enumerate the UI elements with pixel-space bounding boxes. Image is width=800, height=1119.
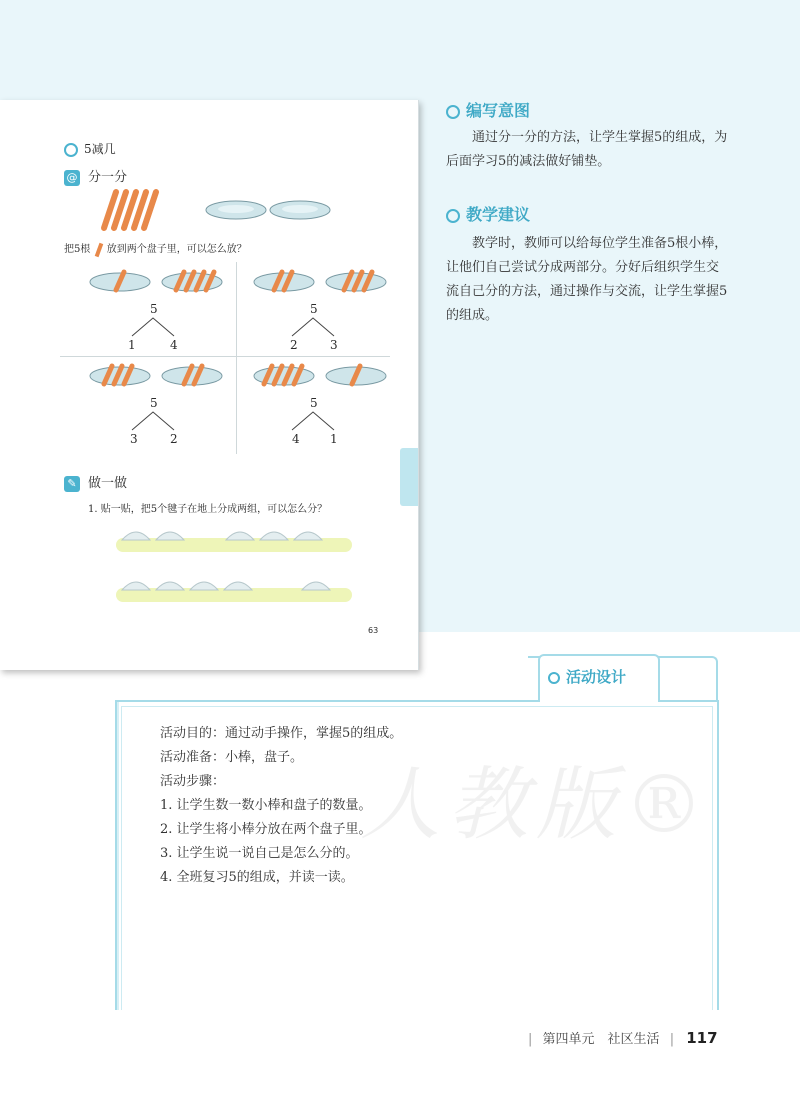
composition-left: 4 <box>292 432 300 446</box>
notes-panel <box>418 100 800 632</box>
intent-heading <box>446 98 530 121</box>
composition-right: 2 <box>170 432 178 446</box>
composition-total: 5 <box>150 302 158 316</box>
plates-pair <box>88 362 228 390</box>
intent-body: 通过分一分的方法，让学生掌握5的组成，为后面学习5的减法做好铺垫。 <box>446 130 728 169</box>
activity-goal: 活动目的：通过动手操作，掌握5的组成。 <box>160 726 403 741</box>
section-heading <box>64 140 116 157</box>
activity-step: 1. 让学生数一数小棒和盘子的数量。 <box>160 798 372 813</box>
activity-tab-label <box>548 666 626 687</box>
composition-branch <box>288 410 338 432</box>
composition-left: 2 <box>290 338 298 352</box>
composition-total: 5 <box>150 396 158 410</box>
pencil-icon: ✎ <box>64 476 80 492</box>
exercise-1: 1. 贴一贴，把5个毽子在地上分成两组，可以怎么分？ <box>88 504 328 515</box>
activity-tab-text: 活动设计 <box>566 668 627 686</box>
swirl-icon: @ <box>64 170 80 186</box>
shuttlecock-strips <box>116 516 352 606</box>
grid-divider-horizontal <box>60 356 390 357</box>
plates-pair <box>252 362 392 390</box>
instruction-after: 放到两个盘子里，可以怎么放？ <box>106 244 247 255</box>
textbook-page <box>0 100 419 670</box>
instruction-before: 把5根 <box>64 244 91 255</box>
composition-branch <box>288 316 338 338</box>
composition-total: 5 <box>310 396 318 410</box>
footer-unit: 第四单元 社区生活 <box>542 1032 660 1047</box>
composition-branch <box>128 410 178 432</box>
composition-right: 4 <box>170 338 178 352</box>
exercise-title: 做一做 <box>88 476 128 491</box>
intent-title: 编写意图 <box>466 101 531 120</box>
activity-prep: 活动准备：小棒，盘子。 <box>160 750 304 765</box>
activity-step: 4. 全班复习5的组成，并读一读。 <box>160 870 354 885</box>
side-tab <box>400 448 418 506</box>
composition-left: 1 <box>128 338 136 352</box>
plates-pair <box>252 268 392 296</box>
activity-heading <box>64 166 127 186</box>
activity-tab <box>538 654 660 702</box>
exercise-heading <box>64 472 127 492</box>
activity-content <box>160 722 402 890</box>
activity-title: 分一分 <box>88 170 128 185</box>
composition-right: 3 <box>330 338 338 352</box>
sticks-icon <box>104 192 156 228</box>
sticks-and-plates <box>96 188 346 232</box>
textbook-page-number: 63 <box>368 626 379 635</box>
ring-icon <box>64 143 78 157</box>
composition-right: 1 <box>330 432 338 446</box>
composition-total: 5 <box>310 302 318 316</box>
page-footer: | 第四单元 社区生活 | 117 <box>528 1029 718 1047</box>
stick-icon <box>94 242 103 257</box>
composition-branch <box>128 316 178 338</box>
watermark: 人教版® <box>360 758 712 851</box>
plates-pair <box>88 268 228 296</box>
ring-icon <box>548 672 560 684</box>
activity-step: 3. 让学生说一说自己是怎么分的。 <box>160 846 359 861</box>
suggestion-heading <box>446 202 530 225</box>
activity-step: 2. 让学生将小棒分放在两个盘子里。 <box>160 822 372 837</box>
suggestion-body: 教学时，教师可以给每位学生准备5根小棒，让他们自己尝试分成两部分。分好后组织学生交流自己分的方法，通过操作与交流，让学生掌握5的组成。 <box>446 236 728 323</box>
footer-page-number: 117 <box>686 1029 718 1047</box>
section-title: 5减几 <box>84 142 116 156</box>
ring-icon <box>446 209 460 223</box>
plate-icon <box>270 201 330 219</box>
suggestion-title: 教学建议 <box>466 205 531 224</box>
top-band <box>0 0 800 100</box>
grid-divider-vertical <box>236 262 237 454</box>
ring-icon <box>446 105 460 119</box>
composition-left: 3 <box>130 432 138 446</box>
plate-icon <box>206 201 266 219</box>
activity-steps-title: 活动步骤： <box>160 774 226 789</box>
instruction <box>64 240 247 257</box>
